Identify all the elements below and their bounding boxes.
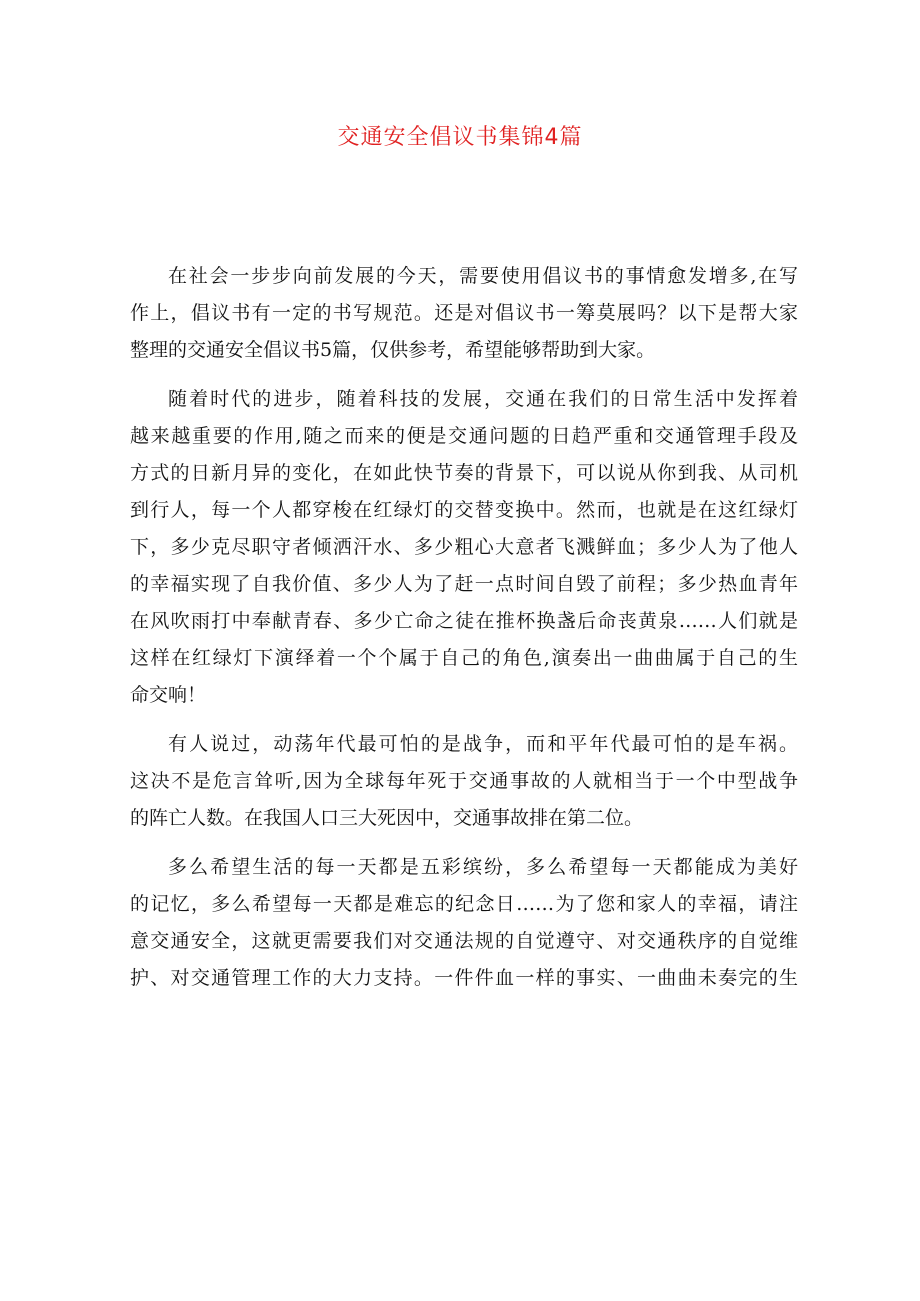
text-line: 在风吹雨打中奉献青春、多少亡命之徒在推杯换盏后命丧黄泉……人们就是 bbox=[130, 610, 798, 632]
paragraph-3 bbox=[130, 726, 798, 837]
document-title: 交通安全倡议书集锦4篇 bbox=[337, 125, 583, 150]
text-line: 有人说过，动荡年代最可怕的是战争，而和平年代最可怕的是车祸。 bbox=[168, 733, 798, 755]
text-line: 的幸福实现了自我价值、多少人为了赶一点时间自毁了前程；多少热血青年 bbox=[130, 573, 798, 595]
text-line: 整理的交通安全倡议书5篇，仅供参考，希望能够帮助到大家。 bbox=[130, 339, 656, 361]
text-line: 下，多少克尽职守者倾洒汗水、多少粗心大意者飞溅鲜血；多少人为了他人 bbox=[130, 536, 798, 558]
text-line: 越来越重要的作用,随之而来的便是交通问题的日趋严重和交通管理手段及 bbox=[130, 425, 798, 447]
text-line: 意交通安全，这就更需要我们对交通法规的自觉遵守、对交通秩序的自觉维 bbox=[130, 930, 798, 952]
text-line: 这样在红绿灯下演绎着一个个属于自己的角色,演奏出一曲曲属于自己的生 bbox=[130, 647, 798, 669]
text-line: 随着时代的进步，随着科技的发展，交通在我们的日常生活中发挥着 bbox=[168, 388, 798, 410]
text-line: 多么希望生活的每一天都是五彩缤纷，多么希望每一天都能成为美好 bbox=[168, 856, 798, 878]
text-line: 到行人，每一个人都穿梭在红绿灯的交替变换中。然而，也就是在这红绿灯 bbox=[130, 499, 798, 521]
paragraph-2 bbox=[130, 381, 798, 714]
paragraph-4 bbox=[130, 849, 798, 997]
text-line: 作上，倡议书有一定的书写规范。还是对倡议书一筹莫展吗？以下是帮大家 bbox=[130, 302, 798, 324]
text-line: 在社会一步步向前发展的今天，需要使用倡议书的事情愈发增多,在写 bbox=[168, 265, 798, 287]
text-line: 护、对交通管理工作的大力支持。一件件血一样的事实、一曲曲未奏完的生 bbox=[130, 967, 798, 989]
text-line: 方式的日新月异的变化，在如此快节奏的背景下，可以说从你到我、从司机 bbox=[130, 462, 798, 484]
text-line: 命交响！ bbox=[130, 684, 207, 706]
document-body bbox=[130, 258, 798, 1009]
text-line: 的阵亡人数。在我国人口三大死因中，交通事故排在第二位。 bbox=[130, 807, 644, 829]
text-line: 的记忆，多么希望每一天都是难忘的纪念日……为了您和家人的幸福，请注 bbox=[130, 893, 798, 915]
paragraph-1 bbox=[130, 258, 798, 369]
text-line: 这决不是危言耸听,因为全球每年死于交通事故的人就相当于一个中型战争 bbox=[130, 770, 798, 792]
